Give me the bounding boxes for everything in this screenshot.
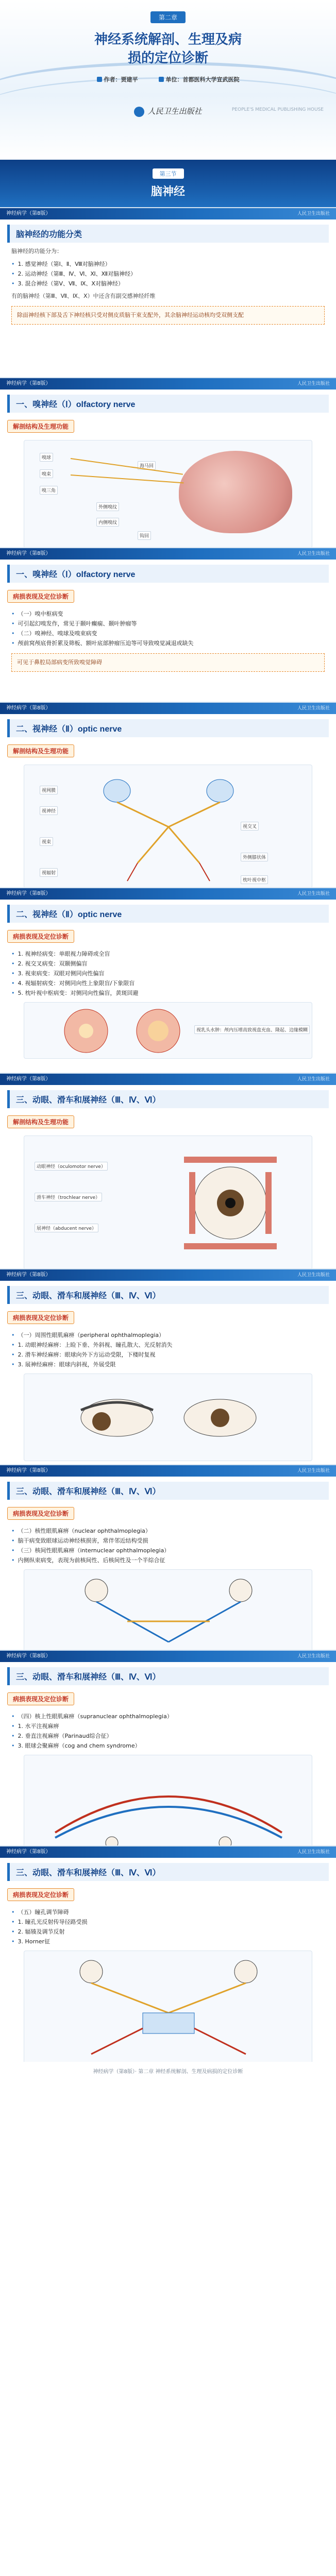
slide-subhead: 解剖结构及生理功能: [7, 1115, 74, 1128]
nerve-line: [71, 474, 184, 483]
slide-topbar: [0, 378, 336, 389]
topbar-publisher: 人民卫生出版社: [297, 1077, 330, 1082]
list-item: • 2. 视交叉病变：双颞侧偏盲: [11, 959, 325, 969]
figure-label: 视神经: [40, 806, 58, 815]
list-item: • 1. 水平注视麻痹: [11, 1721, 325, 1731]
slide-heading: 一、嗅神经（Ⅰ）olfactory nerve: [7, 395, 329, 413]
slide-topbar: [0, 1651, 336, 1662]
title-line-2: 损的定位诊断: [127, 50, 208, 65]
list-item: • 2. 垂直注视麻痹（Parinaud综合征）: [11, 1731, 325, 1741]
list-item: • 2. 滑车神经麻痹：眼球向外下方运动受限，下楼时复视: [11, 1350, 325, 1360]
slide-ocular-lesion-4: [0, 1845, 336, 2062]
lesion-note: 可见于鼻腔局部病变所致嗅觉障碍: [11, 653, 325, 672]
lesion-list: [11, 1711, 325, 1751]
topbar-title: 神经病学（第8版）: [6, 891, 51, 896]
section-pill: 第三节: [153, 168, 184, 179]
list-item: • 3. Horner征: [11, 1937, 325, 1946]
slide-heading: 三、动眼、滑车和展神经（Ⅲ、Ⅳ、Ⅵ）: [7, 1482, 329, 1500]
slide-heading: 三、动眼、滑车和展神经（Ⅲ、Ⅳ、Ⅵ）: [7, 1863, 329, 1881]
ptosis-figure: [24, 1374, 312, 1461]
slide-olfactory-lesion: [0, 547, 336, 702]
figure-label: 嗅三角: [40, 486, 58, 495]
eye-muscle-diagram: [24, 1136, 312, 1268]
pupil-reflex-diagram: [24, 1951, 312, 2062]
lesion-list: [11, 949, 325, 998]
slide-optic-lesion: [0, 887, 336, 1073]
list-item: • 2. 辐辏及调节反射: [11, 1927, 325, 1937]
slide-topbar: [0, 208, 336, 219]
list-item: • 3. 视束病变：双眼对侧同向性偏盲: [11, 969, 325, 978]
lesion-list: [11, 1907, 325, 1946]
figure-label: 视乳头水肿：颅内压增高致视盘充血、隆起、边缘模糊: [194, 1025, 310, 1034]
slide-ocular-lesion-3: [0, 1650, 336, 1845]
slide-topbar: [0, 1074, 336, 1085]
slide-heading: 一、嗅神经（Ⅰ）olfactory nerve: [7, 565, 329, 583]
brain-illustration: [179, 451, 292, 533]
footer: 神经病学（第8版）· 第二章 神经系统解剖、生理及病损的定位诊断: [93, 2069, 243, 2075]
figure-label: 钩回: [138, 531, 151, 540]
page-title: [0, 30, 336, 67]
list-item: • 可引起幻嗅发作，常见于颞叶癫痫、颞叶肿瘤等: [11, 619, 325, 629]
watermark: PEOPLE'S MEDICAL PUBLISHING HOUSE: [231, 107, 324, 112]
list-item: • 4. 视辐射病变：对侧同向性上象限盲/下象限盲: [11, 978, 325, 988]
fundus-figure: [24, 1002, 312, 1059]
slide-subhead: 病损表现及定位诊断: [7, 590, 74, 603]
list-item: • （一）周围性眼肌麻痹（peripheral ophthalmoplegia）: [11, 1330, 325, 1340]
topbar-title: 神经病学（第8版）: [6, 705, 51, 711]
slide-topbar: [0, 1465, 336, 1477]
gaze-figure: [24, 1755, 312, 1845]
slide-heading: 三、动眼、滑车和展神经（Ⅲ、Ⅳ、Ⅵ）: [7, 1667, 329, 1685]
author: [97, 75, 138, 83]
slide-olfactory-anatomy: [0, 377, 336, 547]
list-item: • （四）核上性眼肌麻痹（supranuclear ophthalmoplegia）: [11, 1711, 325, 1721]
lesion-list: [11, 1526, 325, 1565]
slide-heading: 三、动眼、滑车和展神经（Ⅲ、Ⅳ、Ⅵ）: [7, 1090, 329, 1108]
list-item: • 1. 瞳孔光反射传导径路受损: [11, 1917, 325, 1927]
publisher-name: 人民卫生出版社: [147, 107, 202, 116]
chapter-pill: 第二章: [150, 11, 186, 23]
intro-lead: 脑神经的功能分为：: [11, 248, 62, 255]
topbar-publisher: 人民卫生出版社: [297, 891, 330, 896]
person-icon: [97, 77, 102, 82]
topbar-title: 神经病学（第8版）: [6, 551, 51, 556]
list-item: • 1. 感觉神经（第Ⅰ、Ⅱ、Ⅷ对脑神经）: [11, 259, 325, 269]
list-item: • 1. 视神经病变：单眼视力障碍或全盲: [11, 949, 325, 959]
figure-label: 外侧膝状体: [241, 853, 268, 861]
building-icon: [159, 77, 164, 82]
slide-topbar: [0, 548, 336, 560]
list-item: • 5. 枕叶视中枢病变：对侧同向性偏盲，黄斑回避: [11, 988, 325, 998]
slide-heading: 脑神经的功能分类: [7, 225, 329, 243]
intro-list: [11, 259, 325, 289]
list-item: • （五）瞳孔调节障碍: [11, 1907, 325, 1917]
slide-subhead: 病损表现及定位诊断: [7, 930, 74, 943]
topbar-title: 神经病学（第8版）: [6, 1653, 51, 1659]
slide-subhead: 解剖结构及生理功能: [7, 420, 74, 433]
topbar-publisher: 人民卫生出版社: [297, 706, 330, 711]
figure-label: 展神经（abducent nerve）: [35, 1224, 98, 1232]
slide-subhead: 解剖结构及生理功能: [7, 744, 74, 757]
topbar-publisher: 人民卫生出版社: [297, 551, 330, 556]
publisher-logo-icon: [134, 107, 144, 117]
figure-label: 视辐射: [40, 868, 58, 877]
slide-heading: 二、视神经（Ⅱ）optic nerve: [7, 905, 329, 923]
pupil-reflex-figure: [24, 1951, 312, 2062]
list-item: • 颅前窝颅底骨折累及筛板、额叶底部肿瘤压迫等可导致嗅觉减退或缺失: [11, 638, 325, 648]
topbar-publisher: 人民卫生出版社: [297, 1850, 330, 1855]
figure-label: 内侧嗅纹: [96, 518, 119, 527]
mlf-diagram: [24, 1570, 312, 1650]
intro-highlight: 除面神经核下部及舌下神经核只受对侧皮质脑干束支配外，其余脑神经运动核均受双侧支配: [11, 306, 325, 325]
figure-label: 视束: [40, 837, 53, 846]
list-item: • （二）核性眼肌麻痹（nuclear ophthalmoplegia）: [11, 1526, 325, 1536]
figure-label: 枕叶视中枢: [241, 875, 268, 884]
figure-label: 外侧嗅纹: [96, 502, 119, 511]
slide-intro: [0, 207, 336, 377]
lesion-list: [11, 609, 325, 648]
section-banner: [0, 160, 336, 207]
slide-ocular-anatomy: [0, 1073, 336, 1268]
unit-label: 单位：首都医科大学宣武医院: [165, 76, 240, 83]
unit: [159, 75, 240, 83]
list-item: • 脑干病变致眼球运动神经核损害，常伴邻近结构受损: [11, 1536, 325, 1546]
topbar-title: 神经病学（第8版）: [6, 1849, 51, 1855]
topbar-title: 神经病学（第8版）: [6, 211, 51, 216]
lesion-list: [11, 1330, 325, 1369]
ocular-figure: [24, 1136, 312, 1268]
slide-subhead: 病损表现及定位诊断: [7, 1692, 74, 1705]
figure-label: 嗅球: [40, 453, 53, 462]
hero-banner: [0, 0, 336, 160]
slide-ocular-lesion-2: [0, 1464, 336, 1650]
slide-subhead: 病损表现及定位诊断: [7, 1507, 74, 1520]
topbar-title: 神经病学（第8版）: [6, 1272, 51, 1278]
author-label: 作者：贾建平: [104, 76, 138, 83]
slide-subhead: 病损表现及定位诊断: [7, 1888, 74, 1901]
list-item: • 内侧纵束病变，表现为前核间性、后核间性及一个半综合征: [11, 1555, 325, 1565]
slide-topbar: [0, 1846, 336, 1858]
list-item: • 3. 眼球会聚麻痹（cog and chem syndrome）: [11, 1741, 325, 1751]
intro-note: 有的脑神经（第Ⅲ、Ⅶ、Ⅸ、Ⅹ）中还含有副交感神经纤维: [11, 293, 156, 299]
figure-label: 动眼神经（oculomotor nerve）: [35, 1162, 108, 1171]
topbar-title: 神经病学（第8版）: [6, 381, 51, 386]
mlf-figure: [24, 1569, 312, 1650]
slide-heading: 二、视神经（Ⅱ）optic nerve: [7, 719, 329, 737]
gaze-pathway-diagram: [24, 1755, 312, 1845]
list-item: • 3. 混合神经（第Ⅴ、Ⅶ、Ⅸ、Ⅹ对脑神经）: [11, 279, 325, 289]
optic-pathway-diagram: [24, 765, 312, 887]
slide-topbar: [0, 888, 336, 900]
topbar-publisher: 人民卫生出版社: [297, 211, 330, 216]
figure-label: 视交叉: [241, 822, 259, 831]
slide-heading: 三、动眼、滑车和展神经（Ⅲ、Ⅳ、Ⅵ）: [7, 1286, 329, 1304]
nerve-line: [71, 458, 183, 475]
list-item: • 1. 动眼神经麻痹：上睑下垂、外斜视、瞳孔散大、光反射消失: [11, 1340, 325, 1350]
slide-topbar: [0, 703, 336, 714]
topbar-publisher: 人民卫生出版社: [297, 1273, 330, 1278]
topbar-publisher: 人民卫生出版社: [297, 1654, 330, 1659]
list-item: • 2. 运动神经（第Ⅲ、Ⅳ、Ⅵ、Ⅺ、Ⅻ对脑神经）: [11, 269, 325, 279]
slide-topbar: [0, 1269, 336, 1281]
list-item: • 3. 展神经麻痹：眼球内斜视，外展受限: [11, 1360, 325, 1369]
slide-optic-anatomy: [0, 702, 336, 887]
list-item: • （三）核间性眼肌麻痹（internuclear ophthalmoplegia）: [11, 1546, 325, 1555]
figure-label: 海马回: [138, 461, 156, 470]
figure-label: 视网膜: [40, 786, 58, 794]
slide-ocular-lesion-1: [0, 1268, 336, 1464]
list-item: • （二）嗅神经、嗅球及嗅束病变: [11, 629, 325, 638]
figure-label: 滑车神经（trochlear nerve）: [35, 1193, 102, 1201]
optic-pathway-figure: [24, 765, 312, 887]
figure-label: 嗅束: [40, 469, 53, 478]
title-line-1: 神经系统解剖、生理及病: [94, 31, 242, 47]
topbar-publisher: 人民卫生出版社: [297, 1468, 330, 1473]
olfactory-figure: [24, 440, 312, 547]
topbar-publisher: 人民卫生出版社: [297, 381, 330, 386]
topbar-title: 神经病学（第8版）: [6, 1468, 51, 1473]
topbar-title: 神经病学（第8版）: [6, 1076, 51, 1082]
eye-palsy-diagram: [24, 1374, 312, 1461]
section-title: 脑神经: [150, 184, 185, 198]
slide-subhead: 病损表现及定位诊断: [7, 1311, 74, 1324]
hero-meta: [0, 75, 336, 83]
list-item: • （一）嗅中枢病变: [11, 609, 325, 619]
